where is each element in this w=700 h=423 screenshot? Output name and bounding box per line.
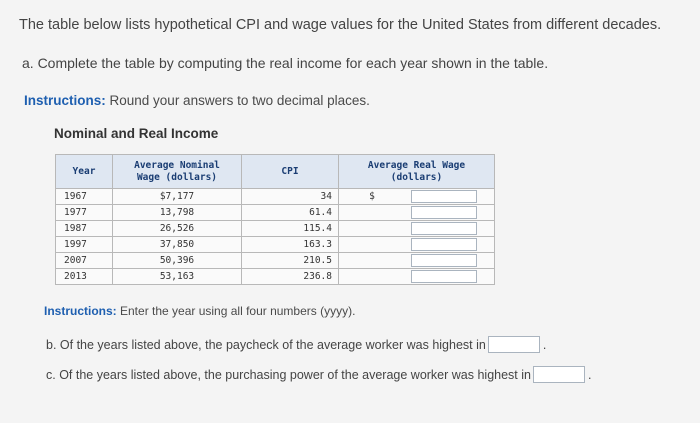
table-header-row <box>56 155 495 189</box>
table-row <box>56 221 495 237</box>
cell-nominal-wage: 13,798 <box>113 205 242 221</box>
header-cpi: CPI <box>242 155 339 189</box>
cell-year: 1997 <box>56 237 113 253</box>
instructions2-text: Enter the year using all four numbers (yyyy). <box>116 304 356 318</box>
cell-cpi: 163.3 <box>242 237 339 253</box>
table-row <box>56 237 495 253</box>
cell-nominal-wage: $7,177 <box>113 189 242 205</box>
question-a: a. Complete the table by computing the real income for each year shown in the table. <box>22 55 549 71</box>
table-row <box>56 205 495 221</box>
header-real-wage-line1: Average Real Wage <box>367 159 466 171</box>
cell-real-wage <box>339 189 495 205</box>
header-nominal-wage-line2: Wage (dollars) <box>136 171 218 183</box>
cell-year: 1987 <box>56 221 113 237</box>
cell-real-wage <box>339 269 495 285</box>
question-b <box>46 336 546 353</box>
cell-year: 1967 <box>56 189 113 205</box>
header-real-wage-line2: (dollars) <box>390 171 443 183</box>
question-c-text: c. Of the years listed above, the purchasing power of the average worker was highest in <box>46 367 531 382</box>
intro-text: The table below lists hypothetical CPI and wage values for the United States from different decades. <box>19 17 662 33</box>
dollar-sign: $ <box>369 191 375 202</box>
real-wage-input-1967[interactable] <box>411 190 477 203</box>
question-b-text: b. Of the years listed above, the paycheck of the average worker was highest in <box>46 337 486 352</box>
cell-year: 1977 <box>56 205 113 221</box>
cell-real-wage <box>339 221 495 237</box>
cell-real-wage <box>339 237 495 253</box>
cell-nominal-wage: 37,850 <box>113 237 242 253</box>
table-row <box>56 189 495 205</box>
cell-year: 2007 <box>56 253 113 269</box>
header-real-wage <box>339 155 495 189</box>
cell-nominal-wage: 26,526 <box>113 221 242 237</box>
cell-cpi: 34 <box>242 189 339 205</box>
header-nominal-wage <box>113 155 242 189</box>
cell-nominal-wage: 50,396 <box>113 253 242 269</box>
cell-cpi: 61.4 <box>242 205 339 221</box>
cell-cpi: 115.4 <box>242 221 339 237</box>
real-wage-input-1977[interactable] <box>411 206 477 219</box>
question-c <box>46 366 591 383</box>
cell-year: 2013 <box>56 269 113 285</box>
cell-real-wage <box>339 205 495 221</box>
instructions-text: Round your answers to two decimal places. <box>105 93 370 108</box>
real-wage-input-1987[interactable] <box>411 222 477 235</box>
cell-real-wage <box>339 253 495 269</box>
answer-c-input[interactable] <box>533 366 585 383</box>
real-wage-input-2007[interactable] <box>411 254 477 267</box>
instructions2-label: Instructions: <box>44 304 117 318</box>
question-c-period: . <box>588 367 592 382</box>
table-row <box>56 253 495 269</box>
header-nominal-wage-line1: Average Nominal <box>134 159 220 171</box>
question-b-period: . <box>542 337 547 352</box>
cell-cpi: 236.8 <box>242 269 339 285</box>
real-wage-input-1997[interactable] <box>411 238 477 251</box>
table-row <box>56 269 495 285</box>
cell-nominal-wage: 53,163 <box>113 269 242 285</box>
header-year: Year <box>56 155 113 189</box>
instructions-label: Instructions: <box>24 93 106 108</box>
cell-cpi: 210.5 <box>242 253 339 269</box>
instructions-year <box>44 304 355 318</box>
instructions-round <box>24 93 370 108</box>
income-table <box>55 154 495 285</box>
table-title: Nominal and Real Income <box>54 126 219 141</box>
answer-b-input[interactable] <box>488 336 540 353</box>
real-wage-input-2013[interactable] <box>411 270 477 283</box>
